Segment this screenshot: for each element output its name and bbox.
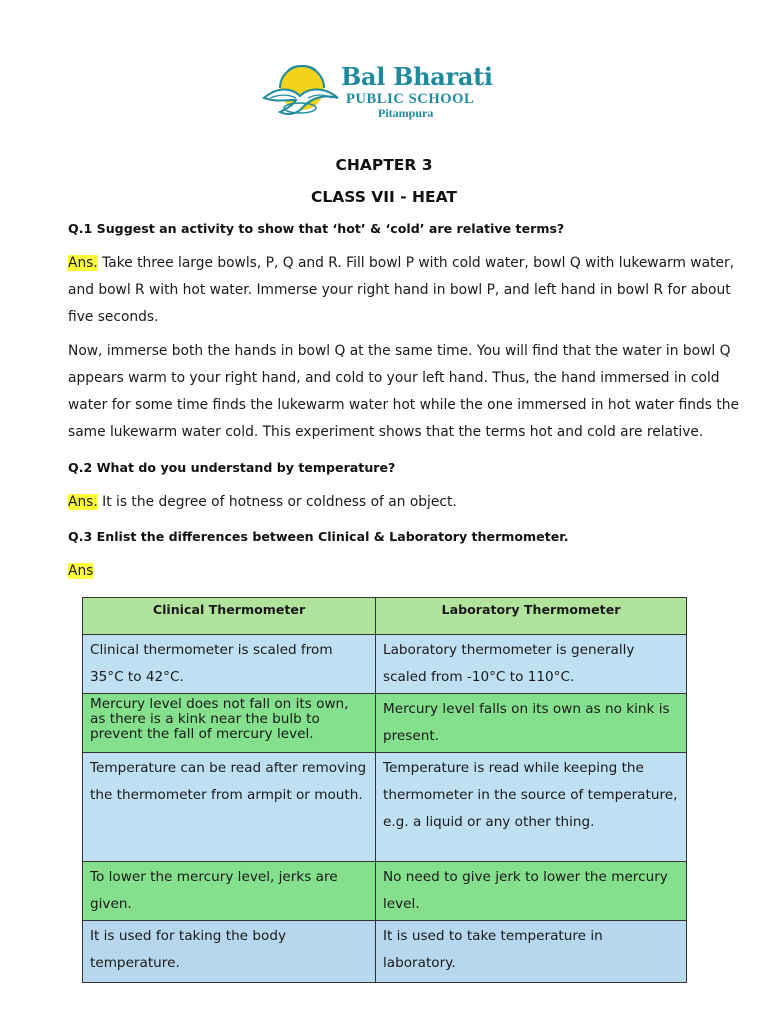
table-cell: To lower the mercury level, jerks are given. <box>83 862 376 921</box>
school-name: Bal Bharati <box>341 62 493 91</box>
answer-1-line-7: same lukewarm water cold. This experiment shows that the terms hot and cold are relative. <box>68 424 704 440</box>
table-row <box>83 921 687 983</box>
answer-1-line-6: water for some time finds the lukewarm water hot while the one immersed in hot water finds the <box>68 397 739 413</box>
school-emblem-icon <box>258 58 342 122</box>
question-2: Q.2 What do you understand by temperature? <box>68 460 396 475</box>
class-title: CLASS VII - HEAT <box>311 188 457 206</box>
table-cell: No need to give jerk to lower the mercury level. <box>376 862 687 921</box>
table-row <box>83 694 687 753</box>
question-1: Q.1 Suggest an activity to show that ‘hot’ & ‘cold’ are relative terms? <box>68 221 565 236</box>
table-cell: Clinical thermometer is scaled from 35°C to 42°C. <box>83 635 376 694</box>
table-cell: Temperature can be read after removing the thermometer from armpit or mouth. <box>83 753 376 862</box>
table-row <box>83 862 687 921</box>
school-location: Pitampura <box>378 106 434 120</box>
table-cell: Mercury level falls on its own as no kink is present. <box>376 694 687 753</box>
answer-1-para-1 <box>68 250 734 331</box>
answer-1-line-5: appears warm to your right hand, and cold to your left hand. Thus, the hand immersed in cold <box>68 370 720 386</box>
school-logo <box>258 58 493 122</box>
ans-label-highlight: Ans. <box>68 255 98 271</box>
table-cell: It is used for taking the body temperature. <box>83 921 376 983</box>
answer-2 <box>68 494 457 510</box>
ans-label-highlight: Ans. <box>68 494 98 510</box>
answer-2-text: It is the degree of hotness or coldness of an object. <box>97 494 457 510</box>
table-header-row <box>83 598 687 635</box>
answer-3-label <box>68 563 93 579</box>
question-3: Q.3 Enlist the differences between Clinical & Laboratory thermometer. <box>68 529 569 544</box>
answer-1-line-1: Ans. Take three large bowls, P, Q and R. Fill bowl P with cold water, bowl Q with lukewarm water, <box>68 255 734 271</box>
table-cell: Temperature is read while keeping the thermometer in the source of temperature, e.g. a liquid or any other thing. <box>376 753 687 862</box>
answer-1-line-4: Now, immerse both the hands in bowl Q at the same time. You will find that the water in bowl Q <box>68 343 731 359</box>
table-cell: Laboratory thermometer is generally scaled from -10°C to 110°C. <box>376 635 687 694</box>
table-cell: Mercury level does not fall on its own, as there is a kink near the bulb to prevent the fall of mercury level. <box>83 694 376 753</box>
thermometer-comparison-table <box>82 597 687 983</box>
answer-1-para-2 <box>68 338 739 446</box>
answer-1-line-3: five seconds. <box>68 309 159 325</box>
answer-1-line-2: and bowl R with hot water. Immerse your right hand in bowl P, and left hand in bowl R for about <box>68 282 731 298</box>
table-row <box>83 635 687 694</box>
table-row <box>83 753 687 862</box>
chapter-heading: CHAPTER 3 <box>335 156 433 174</box>
header-clinical: Clinical Thermometer <box>83 598 376 635</box>
ans-label-highlight: Ans <box>68 563 94 579</box>
header-laboratory: Laboratory Thermometer <box>376 598 687 635</box>
school-subtitle: PUBLIC SCHOOL <box>346 91 475 107</box>
table-cell: It is used to take temperature in laboratory. <box>376 921 687 983</box>
